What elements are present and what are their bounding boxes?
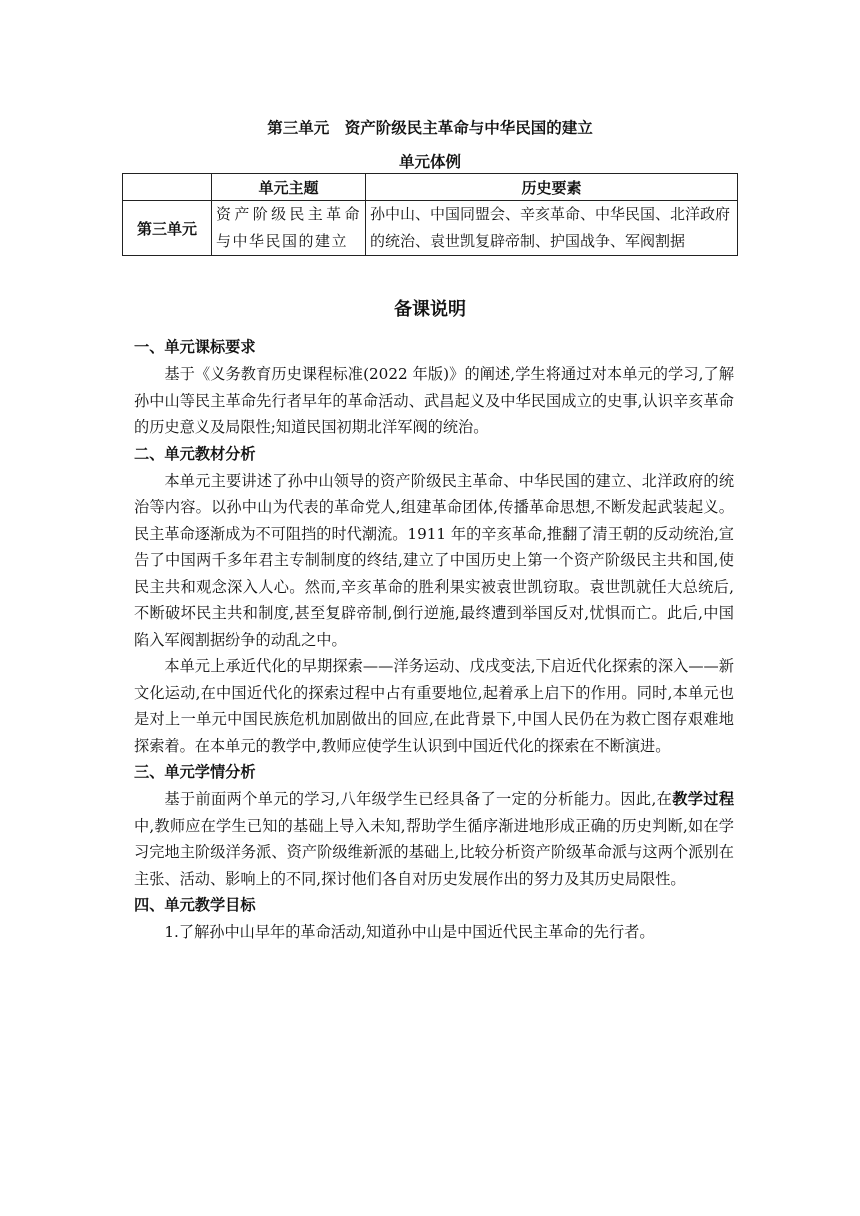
- table-header-empty: [123, 174, 212, 201]
- paragraph: 本单元主要讲述了孙中山领导的资产阶级民主革命、中华民国的建立、北洋政府的统治等内容。以孙中山为代表的革命党人,组建革命团体,传播革命思想,不断发起武装起义。民主革命逐渐成为不可阻挡的时代潮流。1911 年的辛亥革命,推翻了清王朝的反动统治,宣告了中国两千多年君主专制制度的终结,建立了中国历史上第一个资产阶级民主共和国,使民主共和观念深入人心。然而,辛亥革命的胜利果实被袁世凯窃取。袁世凯就任大总统后,不断破坏民主共和制度,甚至复辟帝制,倒行逆施,最终遭到举国反对,忧惧而亡。此后,中国陷入军阀割据纷争的动乱之中。: [134, 471, 734, 649]
- section-heading: 一、单元课标要求: [134, 338, 256, 356]
- table-header-elements: 历史要素: [366, 174, 738, 201]
- paragraph: 本单元上承近代化的早期探索——洋务运动、戊戌变法,下启近代化探索的深入——新文化运动,在中国近代化的探索过程中占有重要地位,起着承上启下的作用。同时,本单元也是对上一单元中国民族危机加剧做出的回应,在此背景下,中国人民仍在为救亡图存艰难地探索着。在本单元的教学中,教师应使学生认识到中国近代化的探索在不断演进。: [134, 657, 734, 755]
- bold-term: 教学过程: [672, 790, 735, 808]
- section-heading: 二、单元教材分析: [134, 444, 256, 463]
- unit-structure-table: [122, 173, 738, 256]
- section-title: 备课说明: [394, 299, 466, 320]
- paragraph: 基于《义务教育历史课程标准(2022 年版)》的阐述,学生将通过对本单元的学习,了解孙中山等民主革命先行者早年的革命活动、武昌起义及中华民国成立的史事,认识辛亥革命的历史意义及局限性;知道民国初期北洋军阀的统治。: [134, 365, 735, 436]
- table-cell-elements: 孙中山、中国同盟会、辛亥革命、中华民国、北洋政府的统治、袁世凯复辟帝制、护国战争、军阀割据: [366, 201, 738, 256]
- table-row: [123, 201, 738, 256]
- paragraph-text: 中,教师应在学生已知的基础上导入未知,帮助学生循序渐进地形成正确的历史判断,如在学习完地主阶级洋务派、资产阶级维新派的基础上,比较分析资产阶级革命派与这两个派别在主张、活动、影响上的不同,探讨他们各自对历史发展作出的努力及其历史局限性。: [134, 816, 734, 888]
- paragraph: 1.了解孙中山早年的革命活动,知道孙中山是中国近代民主革命的先行者。: [164, 923, 655, 941]
- unit-title: 第三单元 资产阶级民主革命与中华民国的建立: [267, 119, 593, 137]
- section-heading: 三、单元学情分析: [134, 763, 256, 781]
- table-cell-unit: 第三单元: [123, 201, 212, 256]
- table-cell-theme: 资产阶级民主革命与中华民国的建立: [212, 201, 366, 256]
- table-caption: 单元体例: [398, 153, 461, 171]
- table-header-row: [123, 174, 738, 201]
- document-body: [134, 334, 734, 946]
- section-heading: 四、单元教学目标: [134, 896, 256, 914]
- paragraph-text: 基于前面两个单元的学习,八年级学生已经具备了一定的分析能力。因此,在: [164, 790, 673, 808]
- table-header-theme: 单元主题: [212, 174, 366, 201]
- paragraph: [134, 786, 734, 892]
